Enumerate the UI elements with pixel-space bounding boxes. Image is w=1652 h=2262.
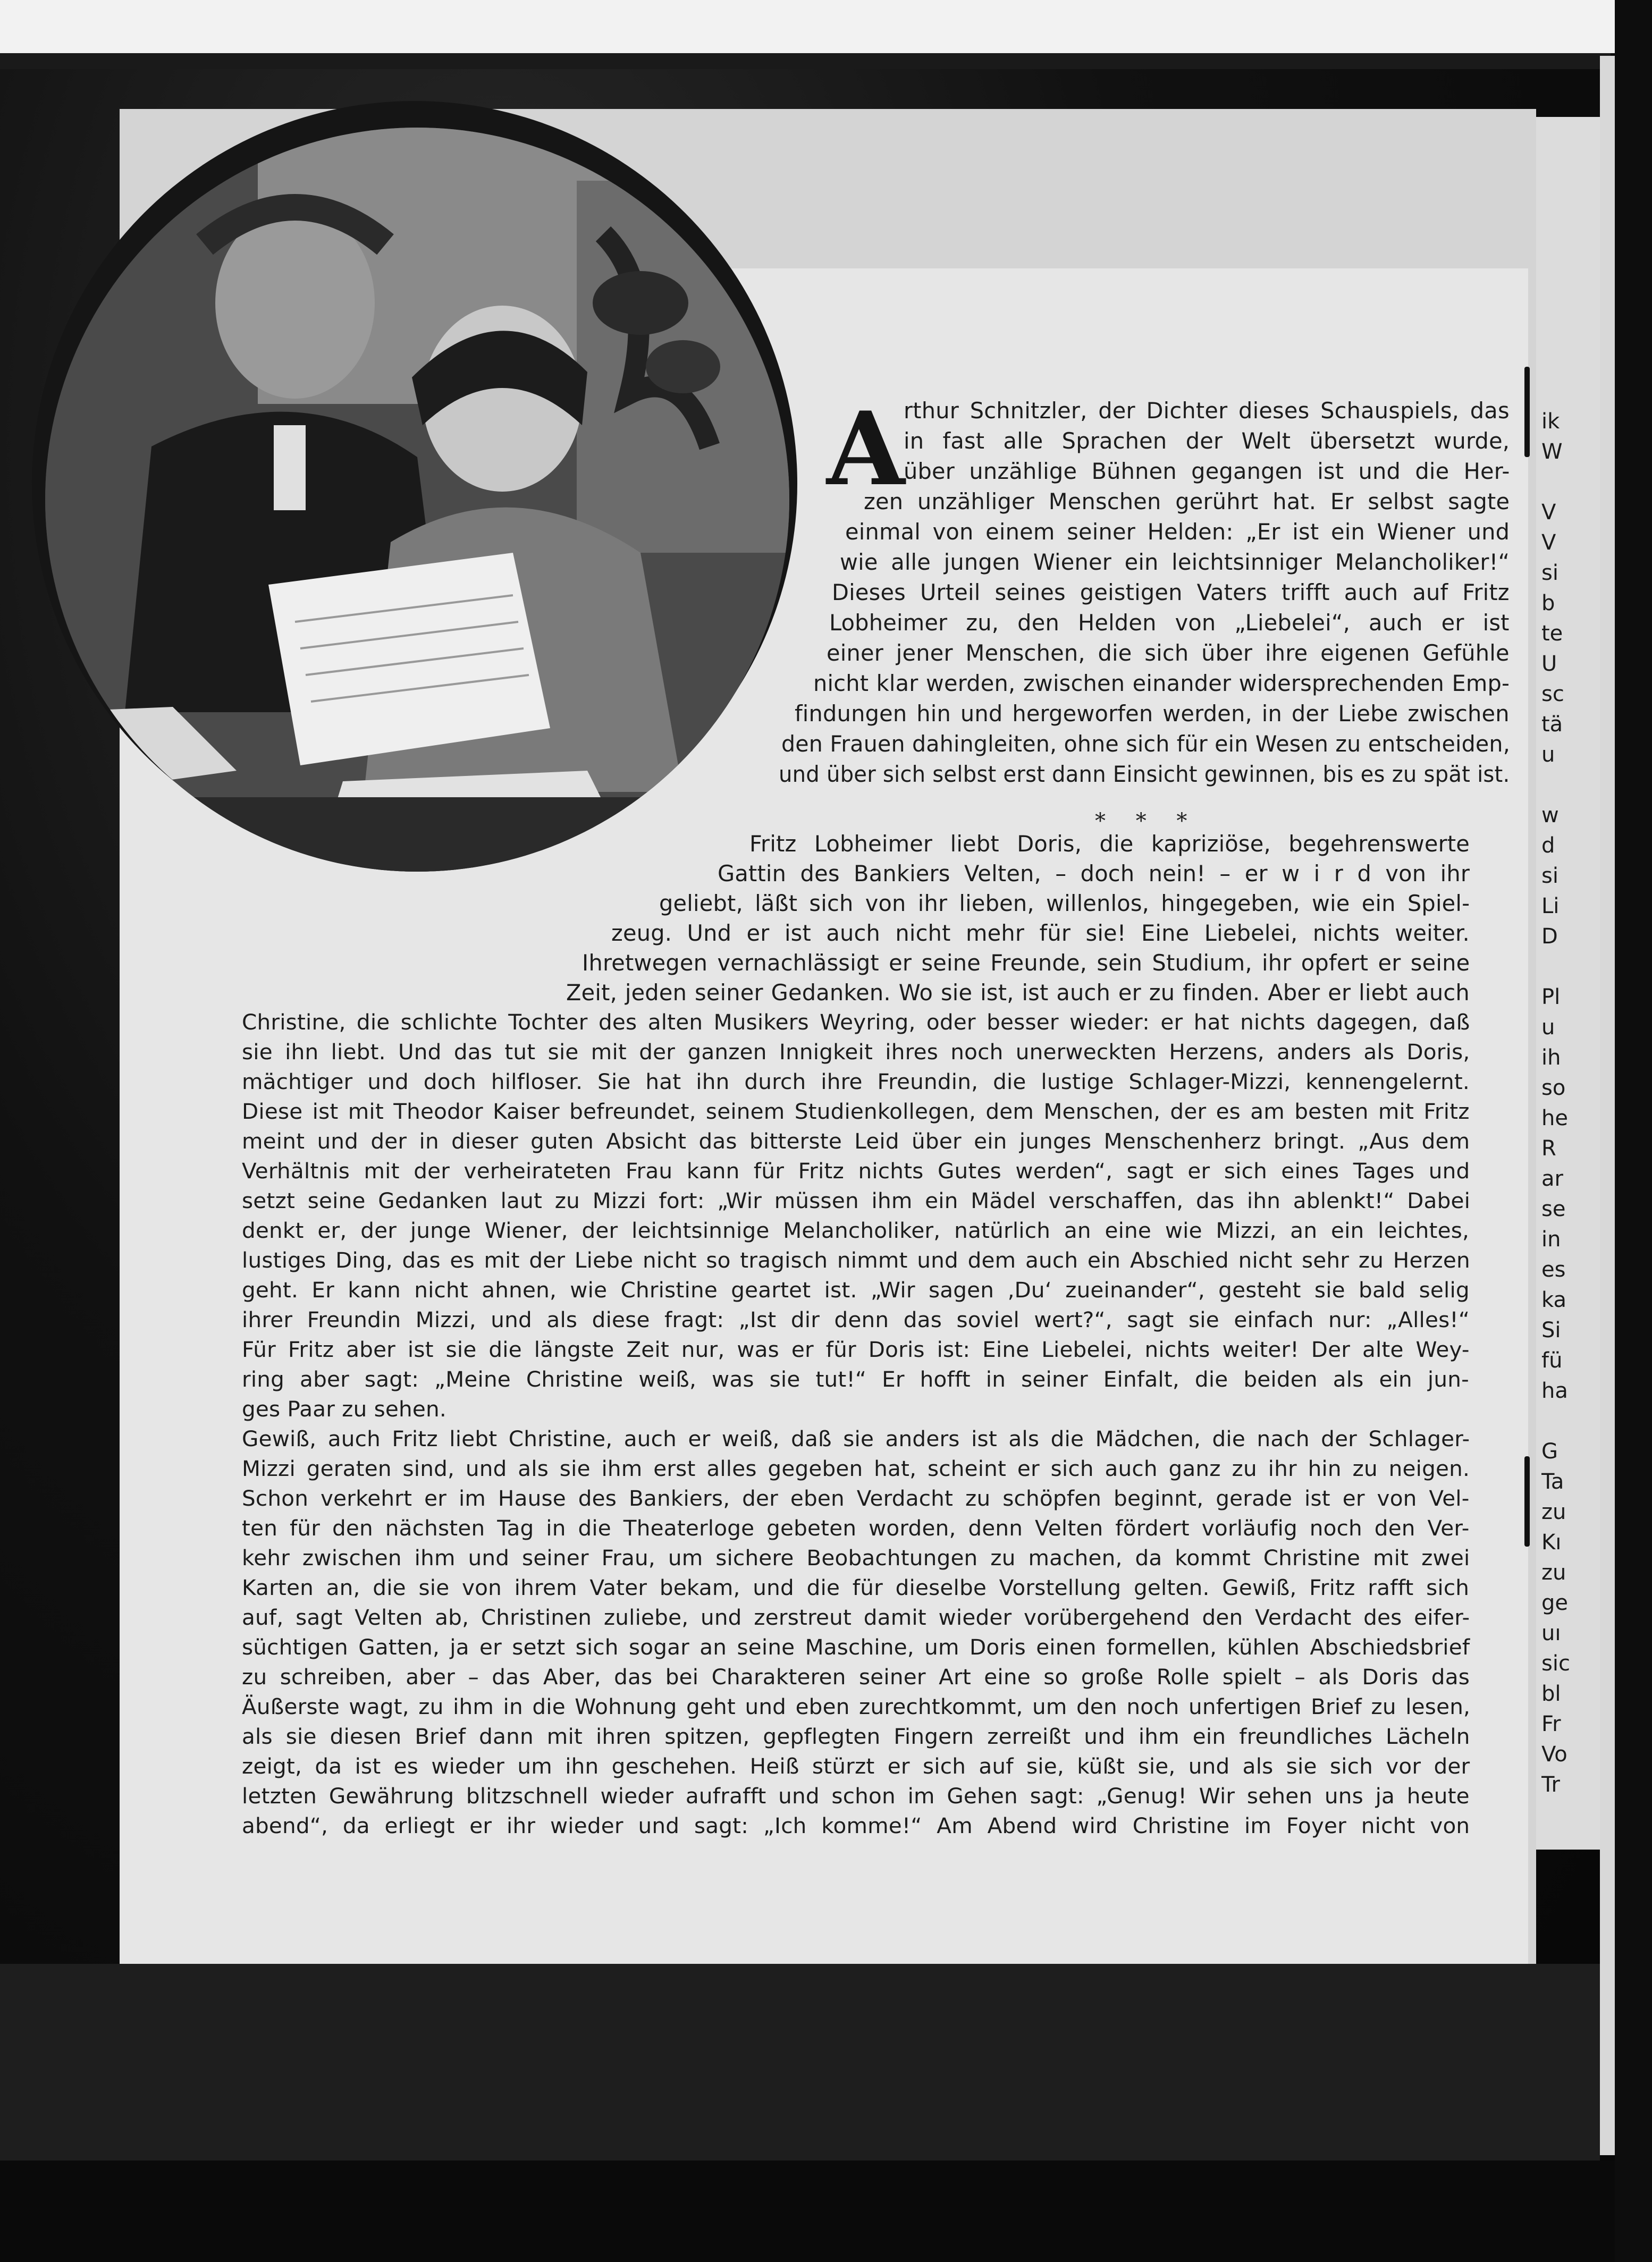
text-line: geliebt, läßt sich von ihr lieben, willenlos, hingegeben, wie ein Spiel- — [659, 890, 1470, 916]
next-page-fragment: Ta — [1541, 1470, 1564, 1494]
text-line: über unzählige Bühnen gegangen ist und die Her- — [904, 458, 1510, 484]
next-page-fragment: he — [1541, 1106, 1568, 1130]
text-line: geht. Er kann nicht ahnen, wie Christine geartet ist. „Wir sagen ‚Du‘ zueinander“, gesteht sie bald selig — [242, 1277, 1470, 1303]
next-page-fragment: Vo — [1541, 1742, 1567, 1767]
next-page-fragments — [1536, 117, 1600, 1850]
next-page-fragment: tä — [1541, 712, 1563, 737]
text-line: wie alle jungen Wiener ein leichtsinniger Melancholiker!“ — [840, 549, 1510, 575]
text-line: rthur Schnitzler, der Dichter dieses Schauspiels, das — [904, 398, 1510, 424]
photo-circle — [45, 128, 789, 872]
next-page-fragment: sic — [1541, 1651, 1570, 1676]
next-page-fragment: so — [1541, 1076, 1566, 1100]
next-page-fragment: ar — [1541, 1167, 1563, 1191]
text-line: letzten Gewährung blitzschnell wieder aufrafft und schon im Gehen sagt: „Genug! Wir sehen uns ja heute — [242, 1783, 1470, 1809]
text-line: kehr zwischen ihm und seiner Frau, um sichere Beobachtungen zu machen, da kommt Christine mit zwei — [242, 1545, 1470, 1571]
text-line: einmal von einem seiner Helden: „Er ist ein Wiener und — [845, 519, 1510, 545]
text-line: als sie diesen Brief dann mit ihren spitzen, gepflegten Fingern zerreißt und ihm ein freundliches Lächeln — [242, 1724, 1470, 1749]
text-line: Schon verkehrt er im Hause des Bankiers, der eben Verdacht zu schöpfen beginnt, gerade ist er von Vel- — [242, 1486, 1470, 1511]
next-page-fragment: ha — [1541, 1379, 1568, 1403]
text-line: auf, sagt Velten ab, Christinen zuliebe, und zerstreut damit wieder vorübergehend den Verdacht des eifer- — [242, 1605, 1470, 1630]
margin-mark — [1524, 367, 1530, 457]
text-line: zeug. Und er ist auch nicht mehr für sie! Eine Liebelei, nichts weiter. — [611, 920, 1470, 946]
next-page-fragment: te — [1541, 621, 1563, 646]
next-page-fragment: bl — [1541, 1682, 1561, 1706]
next-page-fragment: ka — [1541, 1288, 1566, 1312]
text-line: Diese ist mit Theodor Kaiser befreundet, seinem Studienkollegen, dem Menschen, der es am besten mit Fritz — [242, 1099, 1470, 1124]
text-line: zen unzähliger Menschen gerührt hat. Er selbst sagte — [864, 488, 1510, 514]
text-line: Gewiß, auch Fritz liebt Christine, auch er weiß, daß sie anders ist als die Mädchen, die nach der Schlager- — [242, 1426, 1470, 1451]
film-bottom-edge — [0, 2160, 1652, 2262]
bottom-dark-band — [0, 1964, 1600, 2160]
next-page-fragment: ih — [1541, 1045, 1561, 1070]
text-line: mächtiger und doch hilfloser. Sie hat ihn durch ihre Freundin, die lustige Schlager-Mizzi, kennengelernt. — [242, 1069, 1470, 1094]
text-line: denkt er, der junge Wiener, der leichtsinnige Melancholiker, natürlich an eine wie Mizzi, an ein leichtes, — [242, 1218, 1470, 1243]
text-line: Für Fritz aber ist sie die längste Zeit nur, was er für Doris ist: Eine Liebelei, nichts weiter! Der alte Wey- — [242, 1337, 1470, 1362]
next-page-fragment: Pl — [1541, 985, 1561, 1009]
next-page-fragment: u — [1541, 1015, 1555, 1040]
next-page-fragment: d — [1541, 833, 1555, 858]
next-page-fragment: V — [1541, 530, 1556, 555]
text-line: setzt seine Gedanken laut zu Mizzi fort: „Wir müssen ihm ein Mädel verschaffen, das ihn ablenkt!“ Dabei — [242, 1188, 1471, 1213]
next-page-fragment: in — [1541, 1227, 1561, 1252]
page-sheet-top — [707, 268, 1528, 322]
text-line: Ihretwegen vernachlässigt er seine Freunde, sein Studium, ihr opfert er seine — [582, 950, 1470, 976]
next-page-fragment: G — [1541, 1439, 1558, 1464]
next-page-fragment: uı — [1541, 1621, 1561, 1645]
text-line: süchtigen Gatten, ja er setzt sich sogar an seine Maschine, um Doris einen formellen, kühlen Abschiedsbrief — [242, 1634, 1470, 1660]
text-line: den Frauen dahingleiten, ohne sich für ein Wesen zu entscheiden, — [781, 731, 1510, 757]
text-line: Mizzi geraten sind, und als sie ihm erst alles gegeben hat, scheint er sich auch ganz zu ihr hin zu neigen. — [242, 1456, 1470, 1481]
text-line: lustiges Ding, das es mit der Liebe nicht so tragisch nimmt und dem auch ein Abschied nicht sehr zu Herzen — [242, 1247, 1470, 1273]
text-line: zu schreiben, aber – das Aber, das bei Charakteren seiner Art eine so große Rolle spielt – als Doris das — [242, 1664, 1470, 1690]
text-line: Karten an, die sie von ihrem Vater bekam, und die für dieselbe Vorstellung gelten. Gewiß, Fritz rafft sich — [242, 1575, 1470, 1600]
next-page-fragment: u — [1541, 742, 1555, 767]
drop-cap: A — [827, 390, 905, 508]
next-page-fragment: zu — [1541, 1560, 1566, 1585]
next-page-fragment: es — [1541, 1257, 1566, 1282]
next-page-fragment: W — [1541, 440, 1563, 464]
next-page-fragment: se — [1541, 1197, 1566, 1221]
next-page-fragment: zu — [1541, 1500, 1566, 1524]
text-line: sie ihn liebt. Und das tut sie mit der ganzen Innigkeit ihres noch unerweckten Herzens, anders als Doris, — [242, 1039, 1470, 1065]
text-line: Christine, die schlichte Tochter des alten Musikers Weyring, oder besser wieder: er hat nichts dagegen, daß — [242, 1009, 1470, 1035]
text-line: findungen hin und hergeworfen werden, in der Liebe zwischen — [795, 700, 1510, 727]
text-line: Lobheimer zu, den Helden von „Liebelei“, auch er ist — [829, 610, 1510, 636]
next-page-fragment: b — [1541, 591, 1555, 615]
next-page-fragment: Li — [1541, 894, 1560, 918]
next-page-fragment: Tr — [1541, 1773, 1560, 1797]
next-page-fragment: Fr — [1541, 1712, 1561, 1736]
text-line: ten für den nächsten Tag in die Theaterloge gebeten worden, denn Velten fördert vorläufig noch den Ver- — [242, 1515, 1470, 1541]
text-line: Äußerste wagt, zu ihm in die Wohnung geht und eben zurechtkommt, um den noch unfertigen Brief zu lesen, — [242, 1694, 1471, 1719]
text-line: Gattin des Bankiers Velten, – doch nein! – er w i r d von ihr — [718, 860, 1470, 887]
next-page-fragment: R — [1541, 1136, 1556, 1161]
text-line: Fritz Lobheimer liebt Doris, die kapriziöse, begehrenswerte — [749, 831, 1470, 857]
next-page-fragment: D — [1541, 924, 1558, 949]
text-line: ges Paar zu sehen. — [242, 1396, 446, 1422]
film-far-right — [1615, 0, 1652, 2262]
next-page-fragment: ik — [1541, 409, 1560, 434]
film-right-border — [1600, 56, 1615, 2155]
film-top-shadow — [0, 53, 1611, 69]
text-line: ihrer Freundin Mizzi, und als diese fragt: „Ist dir denn das soviel wert?“, sagt sie einfach nur: „Alles!“ — [242, 1307, 1470, 1332]
margin-mark — [1524, 1456, 1530, 1547]
next-page-fragment: ge — [1541, 1591, 1568, 1615]
text-line: einer jener Menschen, die sich über ihre eigenen Gefühle — [827, 640, 1510, 666]
next-page-fragment: Si — [1541, 1318, 1561, 1343]
next-page-fragment: si — [1541, 864, 1558, 888]
next-page-strip — [1536, 117, 1600, 1850]
text-line: ring aber sagt: „Meine Christine weiß, was sie tut!“ Er hofft in seiner Einfalt, die beiden als ein jun- — [242, 1366, 1469, 1392]
text-line: nicht klar werden, zwischen einander widersprechenden Emp- — [813, 670, 1510, 696]
next-page-fragment: sc — [1541, 682, 1564, 706]
text-line: in fast alle Sprachen der Welt übersetzt wurde, — [904, 428, 1510, 454]
next-page-fragment: V — [1541, 500, 1556, 525]
text-line: Dieses Urteil seines geistigen Vaters trifft auch auf Fritz — [832, 579, 1510, 605]
next-page-fragment: Kı — [1541, 1530, 1562, 1555]
next-page-fragment: U — [1541, 652, 1557, 676]
next-page-fragment: w — [1541, 803, 1559, 828]
text-line: Zeit, jeden seiner Gedanken. Wo sie ist, ist auch er zu finden. Aber er liebt auch — [566, 980, 1470, 1006]
text-line: Verhältnis mit der verheirateten Frau kann für Fritz nichts Gutes werden“, sagt er sich eines Tages und — [242, 1158, 1470, 1184]
photo-illustration — [45, 128, 789, 872]
next-page-fragment: si — [1541, 561, 1558, 585]
film-top-edge — [0, 0, 1652, 53]
text-line: zeigt, da ist es wieder um ihn geschehen. Heiß stürzt er sich auf sie, küßt sie, und als sie sich vor der — [242, 1753, 1470, 1779]
text-line: meint und der in dieser guten Absicht das bitterste Leid über ein junges Menschenherz bringt. „Aus dem — [242, 1128, 1470, 1154]
text-line: und über sich selbst erst dann Einsicht gewinnen, bis es zu spät ist. — [779, 761, 1510, 787]
section-separator: * * * — [1095, 809, 1199, 833]
text-line: abend“, da erliegt er ihr wieder und sagt: „Ich komme!“ Am Abend wird Christine im Foyer nicht von — [242, 1813, 1470, 1838]
next-page-fragment: fü — [1541, 1348, 1563, 1373]
